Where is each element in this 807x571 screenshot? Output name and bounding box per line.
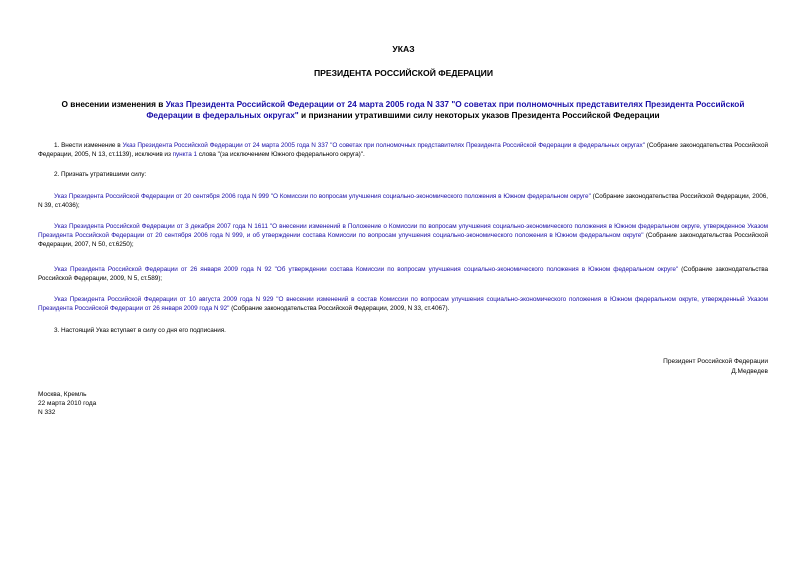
paragraph-1-text-c: слова "(за исключением Южного федерального округа)". (196, 151, 365, 159)
paragraph-1 (38, 141, 768, 159)
repealed-item-link[interactable]: Указ Президента Российской Федерации от 26 января 2009 года N 92 "Об утверждении состава Комиссии по вопросам улучшения социально-экономического положения в Южном федеральном округе" (54, 266, 679, 273)
subject-suffix: и признании утратившими силу некоторых указов Президента Российской Федерации (298, 110, 660, 120)
repealed-item-link[interactable]: Указ Президента Российской Федерации от 20 сентября 2006 года N 999 "О Комиссии по вопросам улучшения социально-экономического положения в Южном федеральном округе" (54, 193, 591, 200)
document-title: УКАЗ (392, 44, 415, 54)
repealed-item-source: (Собрание законодательства Российской Федерации, 2009, N 33, ст.4067). (229, 305, 450, 313)
footer-number: N 332 (38, 409, 56, 416)
repealed-item (38, 295, 768, 313)
document-subject (58, 99, 748, 121)
subject-prefix: О внесении изменения в (61, 99, 166, 109)
repealed-item-source: (Собрание законодательства Российской Федерации, 2006, N 39, ст.4036); (38, 193, 769, 210)
paragraph-1-decree-link[interactable]: Указ Президента Российской Федерации от 24 марта 2005 года N 337 "О советах при полномочных представителях Президента Российской Федерации в федеральных округах" (122, 142, 645, 149)
footer-date: 22 марта 2010 года (38, 400, 97, 407)
paragraph-1-clause-link[interactable]: пункта 1 (172, 151, 197, 159)
paragraph-1-text-a: 1. Внести изменение в (54, 142, 123, 149)
repealed-item-source: (Собрание законодательства Российской Федерации, 2007, N 50, ст.6250); (38, 232, 768, 249)
paragraph-2: 2. Признать утратившими силу: (54, 171, 147, 178)
document-issuer: ПРЕЗИДЕНТА РОССИЙСКОЙ ФЕДЕРАЦИИ (313, 68, 494, 78)
paragraph-3: 3. Настоящий Указ вступает в силу со дня его подписания. (54, 327, 226, 334)
repealed-item-source: (Собрание законодательства Российской Федерации, 2009, N 5, ст.589); (38, 266, 768, 283)
repealed-item-link[interactable]: Указ Президента Российской Федерации от 10 августа 2009 года N 929 "О внесении изменений в состав Комиссии по вопросам улучшения социально-экономического положения в Южном федеральном округе, утвержденный Указом Президента Российской Федерации от 26 января 2009 года N 92" (38, 296, 768, 313)
paragraph-1-text-b: (Собрание законодательства Российской Федерации, 2005, N 13, ст.1139), исключив из (38, 142, 768, 159)
repealed-item (38, 192, 768, 210)
signature-position: Президент Российской Федерации (663, 358, 768, 365)
repealed-item (38, 222, 768, 249)
repealed-item (38, 265, 768, 283)
footer-place: Москва, Кремль (38, 391, 87, 398)
subject-decree-link[interactable]: Указ Президента Российской Федерации от 24 марта 2005 года N 337 "О советах при полномочных представителях Президента Российской Федерации в федеральных округах" (146, 99, 745, 120)
signature-name: Д.Медведев (731, 368, 768, 375)
repealed-item-link[interactable]: Указ Президента Российской Федерации от 3 декабря 2007 года N 1611 "О внесении изменений в Положение о Комиссии по вопросам улучшения социально-экономического положения в Южном федеральном округе, утвержденное Указом Президента Российской Федерации от 20 сентября 2006 года N 999, и об утверждении состава Комиссии по вопросам улучшения социально-экономического положения в Южном федеральном округе" (38, 223, 768, 240)
